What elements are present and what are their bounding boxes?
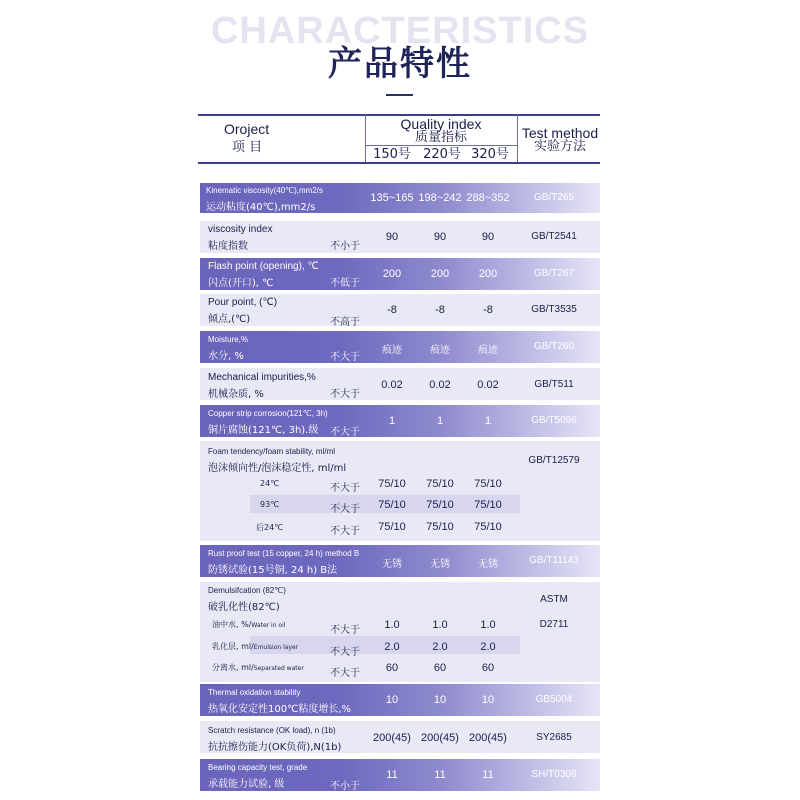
value-220: 75/10 [426, 521, 454, 533]
row-label-en: Bearing capacity test, grade [208, 763, 308, 772]
row-condition: 不大于 [330, 483, 360, 494]
grade-150-header: 150号 [373, 147, 411, 162]
value-320: 1.0 [480, 619, 496, 631]
value-220: -8 [435, 304, 445, 316]
row-label-en: Pour point, (℃) [208, 297, 278, 308]
test-method: GB/T260 [533, 341, 575, 352]
row-label-cn: 倾点,(℃) [208, 314, 251, 325]
value-150: 200 [382, 268, 402, 280]
value-150: 200(45) [373, 732, 411, 744]
value-150: 11 [386, 769, 398, 781]
value-220: 1.0 [432, 619, 448, 631]
value-320: 10 [481, 694, 495, 706]
row-label-cn: 铜片腐蚀(121℃, 3h).级 [208, 425, 319, 436]
row-condition: 不大于 [330, 352, 360, 363]
row-condition: 不小于 [330, 781, 360, 792]
test-method: GB/T3535 [531, 304, 577, 315]
test-method-header-en: Test method [521, 125, 599, 141]
row-condition: 不大于 [330, 625, 360, 636]
value-150: 60 [385, 662, 399, 674]
value-150: 135~165 [370, 192, 414, 204]
value-150: 痕迹 [382, 345, 402, 356]
value-320: 0.02 [477, 379, 499, 391]
value-320: 75/10 [474, 478, 502, 490]
value-150: 0.02 [381, 379, 403, 391]
table-row-pour-point [200, 294, 600, 326]
row-label-cn: 机械杂质, % [208, 389, 264, 400]
value-150: 75/10 [378, 478, 406, 490]
value-150: 90 [385, 231, 399, 243]
row-label-en: Moisture,% [208, 335, 249, 344]
value-150: 2.0 [384, 641, 400, 653]
test-method: GB/T2541 [531, 231, 577, 242]
page-title: 产品特性 [328, 44, 472, 84]
project-header-cn: 项 目 [232, 140, 263, 155]
table-row-moisture [200, 331, 600, 363]
test-method: GB/T511 [534, 379, 574, 390]
value-220: 198~242 [418, 192, 462, 204]
table-row-copper-strip-corrosion [200, 405, 600, 437]
grade-320-header: 320号 [471, 147, 509, 162]
value-220: 痕迹 [430, 345, 450, 356]
value-220: 60 [433, 662, 447, 674]
value-320: 200 [478, 268, 498, 280]
value-320: 200(45) [469, 732, 507, 744]
table-row-flash-point [200, 258, 600, 290]
table-row-scratch-resistance [200, 721, 600, 753]
test-method: SY2685 [536, 732, 572, 743]
value-220: 200 [430, 268, 450, 280]
value-220: 10 [433, 694, 447, 706]
sub-row-label: 油中水, %/Water in oil [212, 620, 286, 629]
row-label-cn: 破乳化性(82℃) [208, 602, 280, 613]
test-method: GB/T267 [533, 268, 575, 279]
value-320: 90 [481, 231, 495, 243]
test-method: GB/T12579 [528, 455, 580, 466]
value-320: 1 [484, 415, 492, 427]
table-row-bearing-capacity [200, 759, 600, 791]
row-label-cn: 承载能力试验, 级 [208, 779, 285, 790]
value-320: 75/10 [474, 521, 502, 533]
table-row-rust-proof [200, 545, 600, 577]
row-label-cn: 泡沫倾向性/泡沫稳定性, ml/ml [208, 463, 347, 474]
value-150: 75/10 [378, 521, 406, 533]
value-220: 2.0 [432, 641, 448, 653]
row-label-cn: 闪点(开口), ℃ [208, 278, 274, 289]
value-220: 90 [433, 231, 447, 243]
row-label-cn: 水分, % [208, 351, 244, 362]
value-150: 75/10 [378, 499, 406, 511]
test-method-header-cn: 实验方法 [533, 139, 586, 154]
row-label-en: Rust proof test (15 copper, 24 h) method B [208, 549, 360, 558]
value-320: -8 [483, 304, 493, 316]
value-320: 11 [482, 769, 494, 781]
value-150: 1 [388, 415, 396, 427]
table-row-kinematic-viscosity [200, 183, 600, 213]
table-row-thermal-oxidation [200, 684, 600, 716]
row-condition: 不大于 [330, 526, 360, 537]
row-label-cn: 防锈试验(15号铜, 24 h) B法 [208, 565, 338, 576]
value-320: 无锈 [478, 559, 498, 570]
value-150: 1.0 [384, 619, 400, 631]
row-label-en: Mechanical impurities,% [208, 372, 316, 383]
background-watermark-title: CHARACTERISTICS [210, 10, 590, 52]
value-220: 1 [436, 415, 444, 427]
row-label-cn: 抗抗擦伤能力(OK负荷),N(1b) [208, 742, 342, 753]
row-label-en: Foam tendency/foam stability, ml/ml [208, 447, 336, 456]
test-method: GB/T5096 [531, 415, 577, 426]
row-condition: 不大于 [330, 668, 360, 679]
row-label-cn: 运动粘度(40℃),mm2/s [206, 202, 316, 213]
table-row-viscosity-index [200, 221, 600, 253]
sub-row-label: 分离水, ml/Separated water [212, 663, 304, 672]
row-condition: 不低于 [330, 278, 360, 289]
sub-row-label: 93℃ [260, 500, 280, 509]
value-320: 2.0 [480, 641, 496, 653]
row-condition: 不大于 [330, 504, 360, 515]
row-label-en: Flash point (opening), ℃ [208, 261, 319, 272]
value-150: -8 [387, 304, 397, 316]
test-method: GB/T265 [533, 192, 575, 203]
row-condition: 不高于 [330, 317, 360, 328]
table-row-demulsification [200, 582, 600, 682]
value-150: 无锈 [382, 559, 402, 570]
quality-index-header-en: Quality index [400, 116, 482, 132]
value-220: 200(45) [421, 732, 459, 744]
row-label-en: Thermal oxidation stability [208, 688, 301, 697]
sub-row-label: 24℃ [260, 479, 280, 488]
quality-index-header-cn: 质量指标 [414, 130, 467, 145]
table-row-mechanical-impurities [200, 368, 600, 400]
value-150: 10 [385, 694, 399, 706]
value-220: 75/10 [426, 499, 454, 511]
row-label-en: Scratch resistance (OK load), n (1b) [208, 726, 336, 735]
value-220: 11 [434, 769, 446, 781]
row-label-en: Demulsifcation (82℃) [208, 586, 286, 595]
table-row-foam-tendency [200, 441, 600, 541]
grade-220-header: 220号 [423, 147, 461, 162]
test-method-line1: ASTM [540, 594, 568, 605]
row-condition: 不大于 [330, 389, 360, 400]
title-divider [386, 94, 413, 96]
row-label-cn: 粘度指数 [208, 241, 248, 252]
sub-row-label: 后24℃ [256, 523, 284, 532]
row-label-en: viscosity index [208, 224, 273, 235]
row-condition: 不大于 [330, 427, 360, 438]
row-condition: 不大于 [330, 647, 360, 658]
value-220: 无锈 [430, 559, 450, 570]
test-method: GB5004 [535, 694, 573, 705]
row-label-en: Kinematic viscosity(40℃),mm2/s [206, 186, 324, 195]
test-method: SH/T0306 [531, 769, 577, 780]
value-320: 60 [481, 662, 495, 674]
test-method: GB/T11143 [529, 555, 579, 566]
sub-row-label: 乳化层, ml/Emulsion layer [212, 642, 299, 651]
value-320: 288~352 [466, 192, 510, 204]
value-320: 75/10 [474, 499, 502, 511]
project-header-en: Oroject [224, 121, 270, 137]
test-method-line2: D2711 [539, 619, 569, 630]
row-condition: 不小于 [330, 241, 360, 252]
row-label-cn: 热氧化安定性100℃粘度增长,% [208, 704, 351, 715]
value-220: 75/10 [426, 478, 454, 490]
value-320: 痕迹 [478, 345, 498, 356]
row-label-en: Copper strip corrosion(121℃, 3h) [208, 409, 328, 418]
value-220: 0.02 [429, 379, 451, 391]
